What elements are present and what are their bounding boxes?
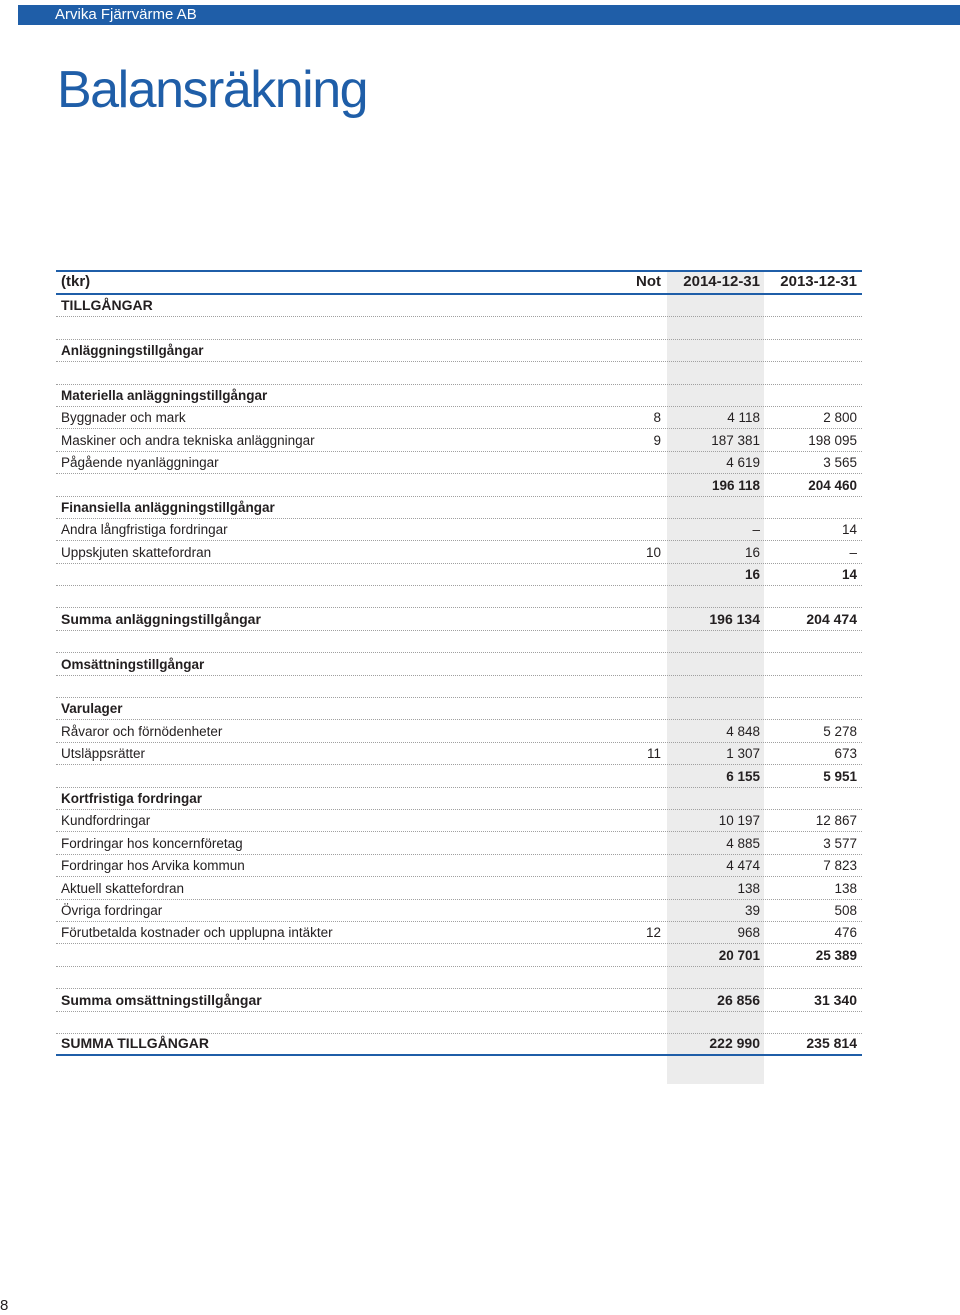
- col-header-2014: 2014-12-31: [683, 273, 760, 290]
- row-label: Fordringar hos Arvika kommun: [61, 858, 245, 874]
- row-value-2013: 25 389: [815, 947, 857, 963]
- table-row: [56, 810, 862, 832]
- row-value-2013: 476: [834, 925, 857, 941]
- company-name: Arvika Fjärrvärme AB: [55, 6, 197, 23]
- row-label: Förutbetalda kostnader och upplupna intäkter: [61, 925, 333, 941]
- row-value-2014: 222 990: [709, 1035, 760, 1052]
- row-value-2013: 3 565: [823, 455, 857, 471]
- row-value-2013: 138: [834, 880, 857, 896]
- row-label: Materiella anläggningstillgångar: [61, 387, 268, 403]
- row-label: TILLGÅNGAR: [61, 297, 153, 314]
- row-value-2013: 14: [841, 567, 857, 583]
- row-value-2013: 2 800: [823, 410, 857, 426]
- row-label: Byggnader och mark: [61, 410, 186, 426]
- row-note: 9: [653, 432, 661, 448]
- row-label: Summa anläggningstillgångar: [61, 610, 261, 627]
- page-number: 8: [0, 1297, 9, 1314]
- row-value-2014: 16: [744, 544, 760, 560]
- row-value-2014: 4 118: [727, 410, 760, 426]
- row-value-2014: 968: [737, 925, 760, 941]
- row-label: Maskiner och andra tekniska anläggningar: [61, 432, 315, 448]
- row-value-2014: 10 197: [718, 813, 760, 829]
- row-value-2013: 508: [834, 902, 857, 918]
- row-value-2014: 20 701: [718, 947, 760, 963]
- row-label: Råvaror och förnödenheter: [61, 723, 223, 739]
- table-row: [56, 855, 862, 877]
- row-label: Anläggningstillgångar: [61, 343, 204, 359]
- col-header-label: (tkr): [61, 273, 91, 290]
- row-note: 11: [646, 746, 661, 762]
- row-label: Omsättningstillgångar: [61, 656, 205, 672]
- table-row: [56, 1012, 862, 1034]
- table-row: [56, 743, 862, 765]
- row-note: 8: [653, 410, 661, 426]
- row-value-2014: 196 134: [709, 610, 760, 627]
- table-row: [56, 340, 862, 362]
- table-row: [56, 765, 862, 787]
- table-row: [56, 900, 862, 922]
- row-value-2013: 5 951: [823, 768, 857, 784]
- table-row: [56, 385, 862, 407]
- row-label: Pågående nyanläggningar: [61, 455, 219, 471]
- row-label: Summa omsättningstillgångar: [61, 991, 262, 1008]
- row-value-2014: 4 885: [726, 835, 760, 851]
- table-row: [56, 564, 862, 586]
- row-label: Kundfordringar: [61, 813, 151, 829]
- row-value-2013: 7 823: [823, 858, 857, 874]
- row-value-2013: 12 867: [815, 813, 857, 829]
- row-value-2014: 6 155: [726, 768, 760, 784]
- row-label: Varulager: [61, 701, 123, 717]
- table-row: [56, 653, 862, 675]
- table-row: [56, 474, 862, 496]
- row-label: Andra långfristiga fordringar: [61, 522, 228, 538]
- row-value-2013: 31 340: [814, 991, 857, 1008]
- row-value-2014: 1 307: [726, 746, 760, 762]
- header-bar: [18, 5, 960, 25]
- table-row: [56, 407, 862, 429]
- row-value-2013: 3 577: [823, 835, 857, 851]
- table-row: [56, 832, 862, 854]
- row-label: Kortfristiga fordringar: [61, 790, 203, 806]
- col-header-not: Not: [636, 273, 661, 290]
- row-note: 10: [645, 544, 661, 560]
- row-label: Övriga fordringar: [61, 902, 163, 918]
- page-title: Balansräkning: [57, 61, 368, 119]
- row-value-2013: 673: [834, 746, 857, 762]
- table-row: [56, 631, 862, 653]
- row-value-2014: 16: [744, 567, 760, 583]
- table-row: [56, 362, 862, 384]
- table-row: [56, 922, 862, 944]
- table-row: [56, 676, 862, 698]
- row-value-2014: 26 856: [717, 991, 760, 1008]
- table-row: [56, 295, 862, 317]
- row-value-2014: 4 848: [726, 723, 760, 739]
- balance-sheet-table: [56, 270, 862, 1056]
- row-label: Finansiella anläggningstillgångar: [61, 499, 275, 515]
- row-value-2014: 4 619: [726, 455, 760, 471]
- row-value-2013: 204 460: [808, 477, 857, 493]
- row-value-2014: 39: [744, 902, 760, 918]
- table-row: [56, 944, 862, 966]
- table-row: [56, 541, 862, 563]
- row-value-2013: 5 278: [823, 723, 857, 739]
- table-row: [56, 720, 862, 742]
- table-row: [56, 429, 862, 451]
- table-row: [56, 497, 862, 519]
- row-value-2014: –: [752, 522, 760, 538]
- table-row: [56, 519, 862, 541]
- row-value-2013: 14: [841, 522, 857, 538]
- row-value-2014: 138: [737, 880, 760, 896]
- row-value-2014: 4 474: [726, 858, 760, 874]
- table-row: [56, 586, 862, 608]
- table-row: [56, 877, 862, 899]
- table-row: [56, 788, 862, 810]
- row-label: Utsläppsrätter: [61, 746, 146, 762]
- row-label: Uppskjuten skattefordran: [61, 544, 212, 560]
- table-row: [56, 317, 862, 339]
- row-value-2013: 198 095: [808, 432, 857, 448]
- row-value-2013: 235 814: [806, 1035, 857, 1052]
- row-label: SUMMA TILLGÅNGAR: [61, 1035, 210, 1052]
- table-row: [56, 452, 862, 474]
- row-value-2013: 204 474: [806, 610, 857, 627]
- table-row: [56, 967, 862, 989]
- col-header-2013: 2013-12-31: [780, 273, 857, 290]
- table-row: [56, 608, 862, 630]
- row-label: Aktuell skattefordran: [61, 880, 185, 896]
- table-header-row: [56, 272, 862, 295]
- table-row: [56, 989, 862, 1011]
- row-value-2013: –: [849, 544, 857, 560]
- row-note: 12: [645, 925, 661, 941]
- table-row: [56, 1034, 862, 1056]
- row-value-2014: 187 381: [711, 432, 760, 448]
- row-value-2014: 196 118: [711, 477, 760, 493]
- row-label: Fordringar hos koncernföretag: [61, 835, 243, 851]
- table-body: [56, 295, 862, 1056]
- table-row: [56, 698, 862, 720]
